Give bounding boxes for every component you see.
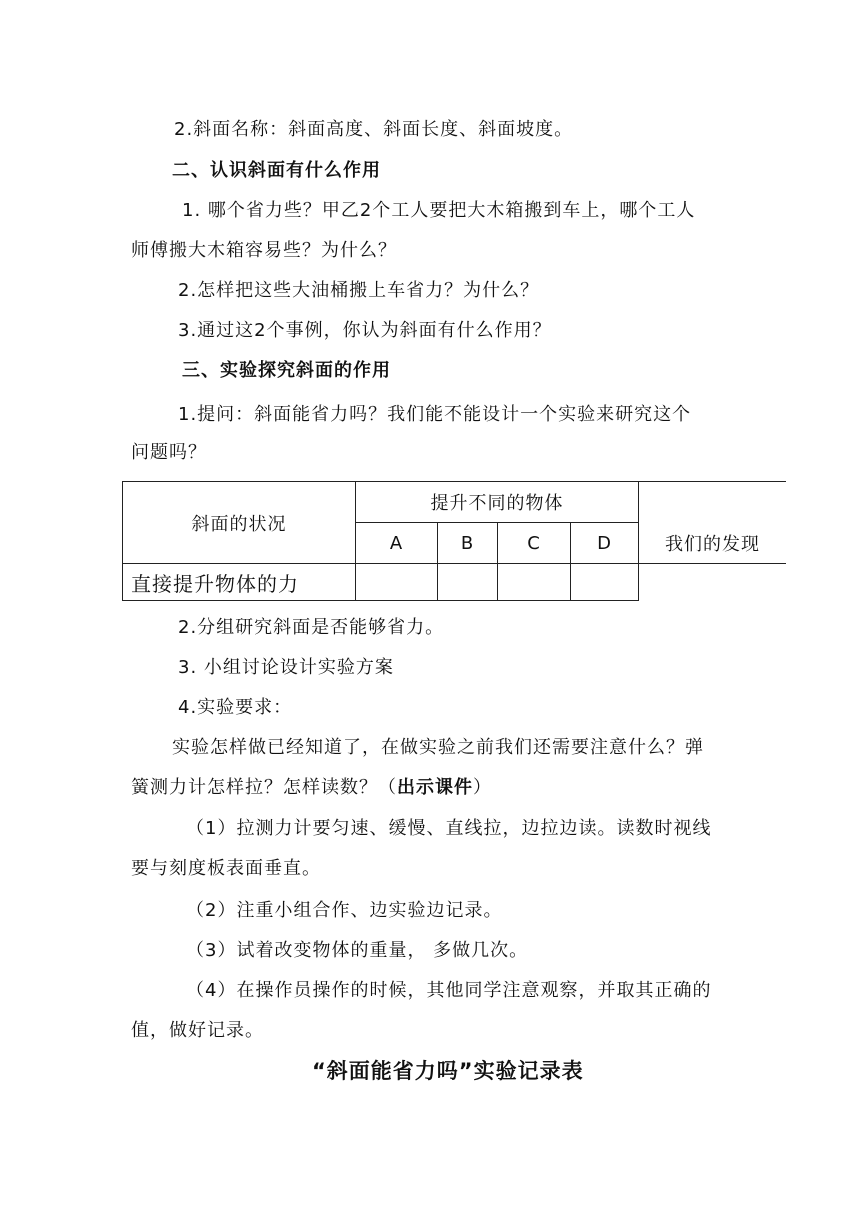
text-line: 2.斜面名称：斜面高度、斜面长度、斜面坡度。: [174, 119, 574, 140]
text-line: （1）拉测力计要匀速、缓慢、直线拉，边拉边读。读数时视线: [186, 818, 712, 839]
header-findings: 我们的发现: [639, 482, 787, 564]
text-line: 2.分组研究斜面是否能够省力。: [178, 617, 445, 638]
emphasis-text: 出示课件: [397, 777, 473, 798]
row-label: 直接提升物体的力: [123, 564, 356, 601]
header-object-d: D: [571, 523, 639, 564]
header-object-b: B: [438, 523, 498, 564]
text-line: 3. 小组讨论设计实验方案: [178, 657, 394, 678]
table-cell: [438, 564, 498, 601]
observation-table: [122, 481, 786, 601]
text-line: （4）在操作员操作的时候，其他同学注意观察，并取其正确的: [186, 980, 712, 1001]
text-segment: 簧测力计怎样拉？怎样读数？（: [131, 777, 397, 798]
section-heading: 三、实验探究斜面的作用: [182, 360, 391, 381]
header-state: 斜面的状况: [123, 482, 356, 564]
text-line: 师傅搬大木箱容易些？为什么？: [131, 240, 397, 261]
text-segment: ）: [473, 777, 492, 798]
text-line: 3.通过这2个事例，你认为斜面有什么作用？: [178, 320, 552, 341]
text-line: 要与刻度板表面垂直。: [131, 858, 321, 879]
record-table-title: “斜面能省力吗”实验记录表: [312, 1059, 584, 1083]
text-line: （3）试着改变物体的重量， 多做几次。: [186, 940, 529, 961]
text-line: 问题吗？: [131, 442, 207, 463]
text-line: 1. 哪个省力些？甲乙2个工人要把大木箱搬到车上，哪个工人: [182, 200, 696, 221]
text-line: 1.提问：斜面能省力吗？我们能不能设计一个实验来研究这个: [178, 404, 692, 425]
table-cell: [571, 564, 639, 601]
text-line: 2.怎样把这些大油桶搬上车省力？为什么？: [178, 280, 540, 301]
section-heading: 二、认识斜面有什么作用: [172, 160, 381, 181]
text-line: 4.实验要求：: [178, 697, 293, 718]
header-object-c: C: [498, 523, 571, 564]
text-line: 值，做好记录。: [131, 1020, 264, 1041]
table-cell: [356, 564, 438, 601]
table-cell: [639, 564, 787, 601]
text-line: 实验怎样做已经知道了，在做实验之前我们还需要注意什么？弹: [172, 737, 704, 758]
header-object-a: A: [356, 523, 438, 564]
text-line: [131, 776, 492, 800]
table-cell: [498, 564, 571, 601]
text-line: （2）注重小组合作、边实验边记录。: [186, 900, 503, 921]
header-group: 提升不同的物体: [356, 482, 639, 523]
